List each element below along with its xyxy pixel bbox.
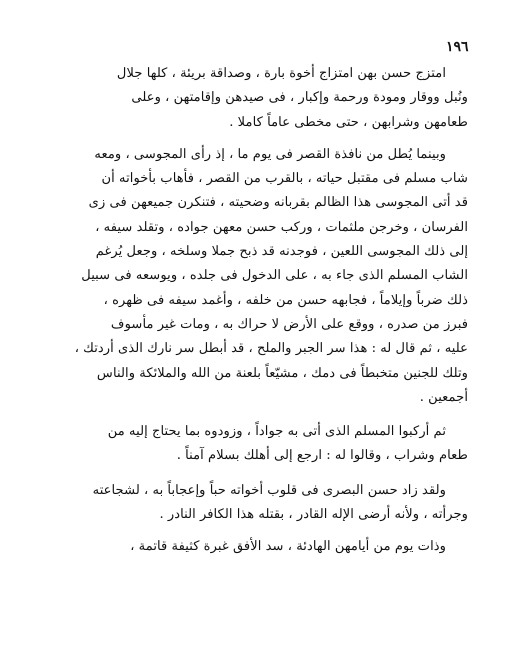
paragraph-5	[58, 535, 468, 559]
paragraph-3	[58, 420, 468, 469]
text-line: طعامهن وشرابهن ، حتى مخطى عاماً كاملا .	[229, 114, 468, 130]
page-number: ١٩٦	[446, 39, 469, 55]
text-line: ذلك ضرباً وإيلاماً ، فجابهه حسن من خلفه ، وأغمد سيفه فى ظهره ،	[103, 292, 468, 308]
text-line: قد أتى المجوسى هذا الظالم بقربانه وضحيته ، فتنكرن جميعهن فى زى	[88, 195, 468, 211]
text-line: شاب مسلم فى مقتبل حياته ، بالقرب من القصر ، فأهاب بأخواته أن	[101, 171, 468, 187]
text-line: عليه ، ثم قال له : هذا سر الجبر والملح ، قد أبطل سر نارك الذى أردتك ،	[74, 341, 468, 357]
text-line: وبينما يُطل من نافذة القصر فى يوم ما ، إذ رأى المجوسى ، ومعه	[94, 146, 446, 162]
text-line: وذات يوم من أيامهن الهادئة ، سد الأفق غبرة كثيفة قاتمة ،	[130, 539, 446, 555]
text-line: فبرز من صدره ، ووقع على الأرض لا حراك به ، ومات غير مأسوف	[110, 316, 468, 332]
paragraph-1	[58, 62, 468, 135]
text-line: وتلك للجنين متخبطاً فى دمك ، مشيّعاً بلعنة من الله والملائكة والناس	[96, 365, 468, 381]
paragraph-4	[58, 479, 468, 528]
text-line: الفرسان ، وخرجن ملثمات ، وركب حسن معهن جواده ، وتقلد سيفه ،	[95, 219, 468, 235]
text-line: إلى ذلك المجوسى اللعين ، فوجدنه قد ذبح جملا وسلخه ، وجعل يُرغم	[95, 244, 468, 260]
text-line: الشاب المسلم الذى جاء به ، على الدخول فى جلده ، ويوسعه فى سبيل	[81, 268, 468, 284]
text-line: ونُبل ووقار ومودة ورحمة وإكبار ، فى صيدهن وإقامتهن ، وعلى	[131, 90, 468, 106]
text-line: ولقد زاد حسن البصرى فى قلوب أخواته حباً وإعجاباً به ، لشجاعته	[92, 482, 446, 498]
text-line: ثم أركبوا المسلم الذى أتى به جواداً ، وزودوه بما يحتاج إليه من	[107, 424, 446, 440]
body-text	[58, 62, 468, 560]
text-line: أجمعين .	[419, 389, 468, 405]
paragraph-2	[58, 143, 468, 410]
text-line: وجرأته ، ولأنه أرضى الإله القادر ، بقتله هذا الكافر النادر .	[159, 507, 468, 523]
text-line: طعام وشراب ، وقالوا له : ارجع إلى أهلك بسلام آمناً .	[176, 448, 468, 464]
text-line: امتزج حسن بهن امتزاج أخوة بارة ، وصداقة بريئة ، كلها جلال	[116, 66, 446, 81]
